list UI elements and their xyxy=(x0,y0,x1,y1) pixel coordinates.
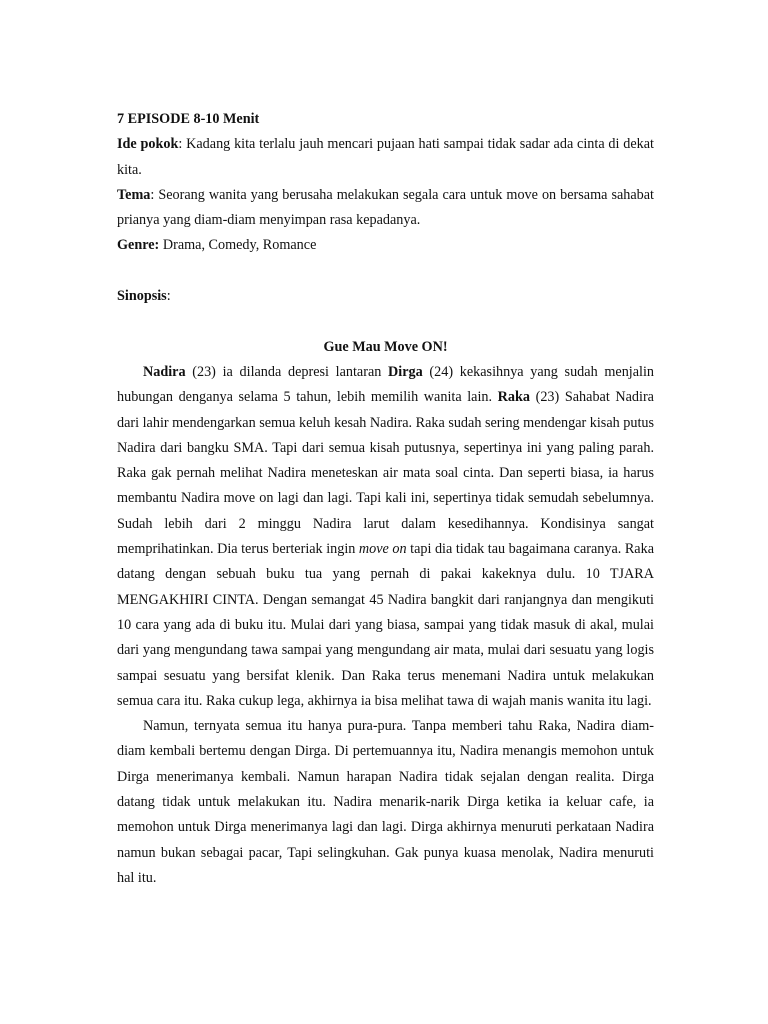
spacer xyxy=(117,309,654,334)
spacer xyxy=(117,259,654,284)
synopsis-paragraph-1: Nadira (23) ia dilanda depresi lantaran Dirga (24) kekasihnya yang sudah menjalin hubungan denganya selama 5 tahun, lebih memilih wanita lain. Raka (23) Sahabat Nadira dari lahir mendengarkan semua keluh kesah Nadira. Raka sudah sering mendengar kisah putus Nadira dari bangku SMA. Tapi dari semua kisah putusnya, sepertinya ini yang paling parah. Raka gak pernah melihat Nadira meneteskan air mata soal cinta. Dan seperti biasa, ia harus membantu Nadira move on lagi dan lagi. Tapi kali ini, sepertinya tidak semudah sebelumnya. Sudah lebih dari 2 minggu Nadira larut dalam kesedihannya. Kondisinya sangat memprihatinkan. Dia terus berteriak ingin move on tapi dia tidak tau bagaimana caranya. Raka datang dengan sebuah buku tua yang pernah di pakai kakeknya dulu. 10 TJARA MENGAKHIRI CINTA. Dengan semangat 45 Nadira bangkit dari ranjangnya dan mengikuti 10 cara yang ada di buku itu. Mulai dari yang biasa, sampai yang tidak masuk di akal, mulai dari yang mengundang tawa sampai yang mengundang air mata, mulai dari sesuatu yang logis sampai sesuatu yang bersifat klenik. Dan Raka terus menemani Nadira untuk melakukan semua cara itu. Raka cukup lega, akhirnya ia bisa melihat tawa di wajah manis wanita itu lagi. xyxy=(117,363,655,709)
tema-text: : Seorang wanita yang berusaha melakukan segala cara untuk move on bersama sahabat prianya yang diam-diam menyimpan rasa kepadanya. xyxy=(117,186,654,229)
genre-line xyxy=(117,233,654,258)
tema-line xyxy=(117,183,654,234)
genre-label: Genre: xyxy=(117,237,160,254)
character-nadira: Nadira xyxy=(143,363,186,380)
sinopsis-colon: : xyxy=(166,288,171,305)
episode-heading: 7 EPISODE 8-10 Menit xyxy=(117,111,260,127)
character-raka: Raka xyxy=(497,389,530,406)
sinopsis-label: Sinopsis xyxy=(117,288,167,305)
character-dirga: Dirga xyxy=(388,363,423,380)
sinopsis-heading xyxy=(117,284,654,309)
ide-pokok-text: : Kadang kita terlalu jauh mencari pujaan hati sampai tidak sadar ada cinta di dekat kita. xyxy=(117,136,654,178)
ide-pokok-line xyxy=(117,132,654,183)
ide-pokok-label: Ide pokok xyxy=(117,136,179,153)
tema-label: Tema xyxy=(117,186,151,203)
genre-text: Drama, Comedy, Romance xyxy=(159,237,317,254)
synopsis-paragraph-2: Namun, ternyata semua itu hanya pura-pura. Tanpa memberi tahu Raka, Nadira diam-diam kembali bertemu dengan Dirga. Di pertemuannya itu, Nadira menangis memohon untuk Dirga menerimanya kembali. Namun harapan Nadira tidak sejalan dengan realita. Dirga datang tidak untuk melakukan itu. Nadira menarik-narik Dirga ketika ia keluar cafe, ia memohon untuk Dirga menerimanya lagi dan lagi. Dirga akhirnya menuruti perkataan Nadira namun bukan sebagai pacar, Tapi selingkuhan. Gak punya kuasa menolak, Nadira menuruti hal itu. xyxy=(117,718,654,886)
italic-move-on: move on xyxy=(358,541,407,558)
document-body xyxy=(117,107,654,891)
story-title: Gue Mau Move ON! xyxy=(323,338,448,355)
